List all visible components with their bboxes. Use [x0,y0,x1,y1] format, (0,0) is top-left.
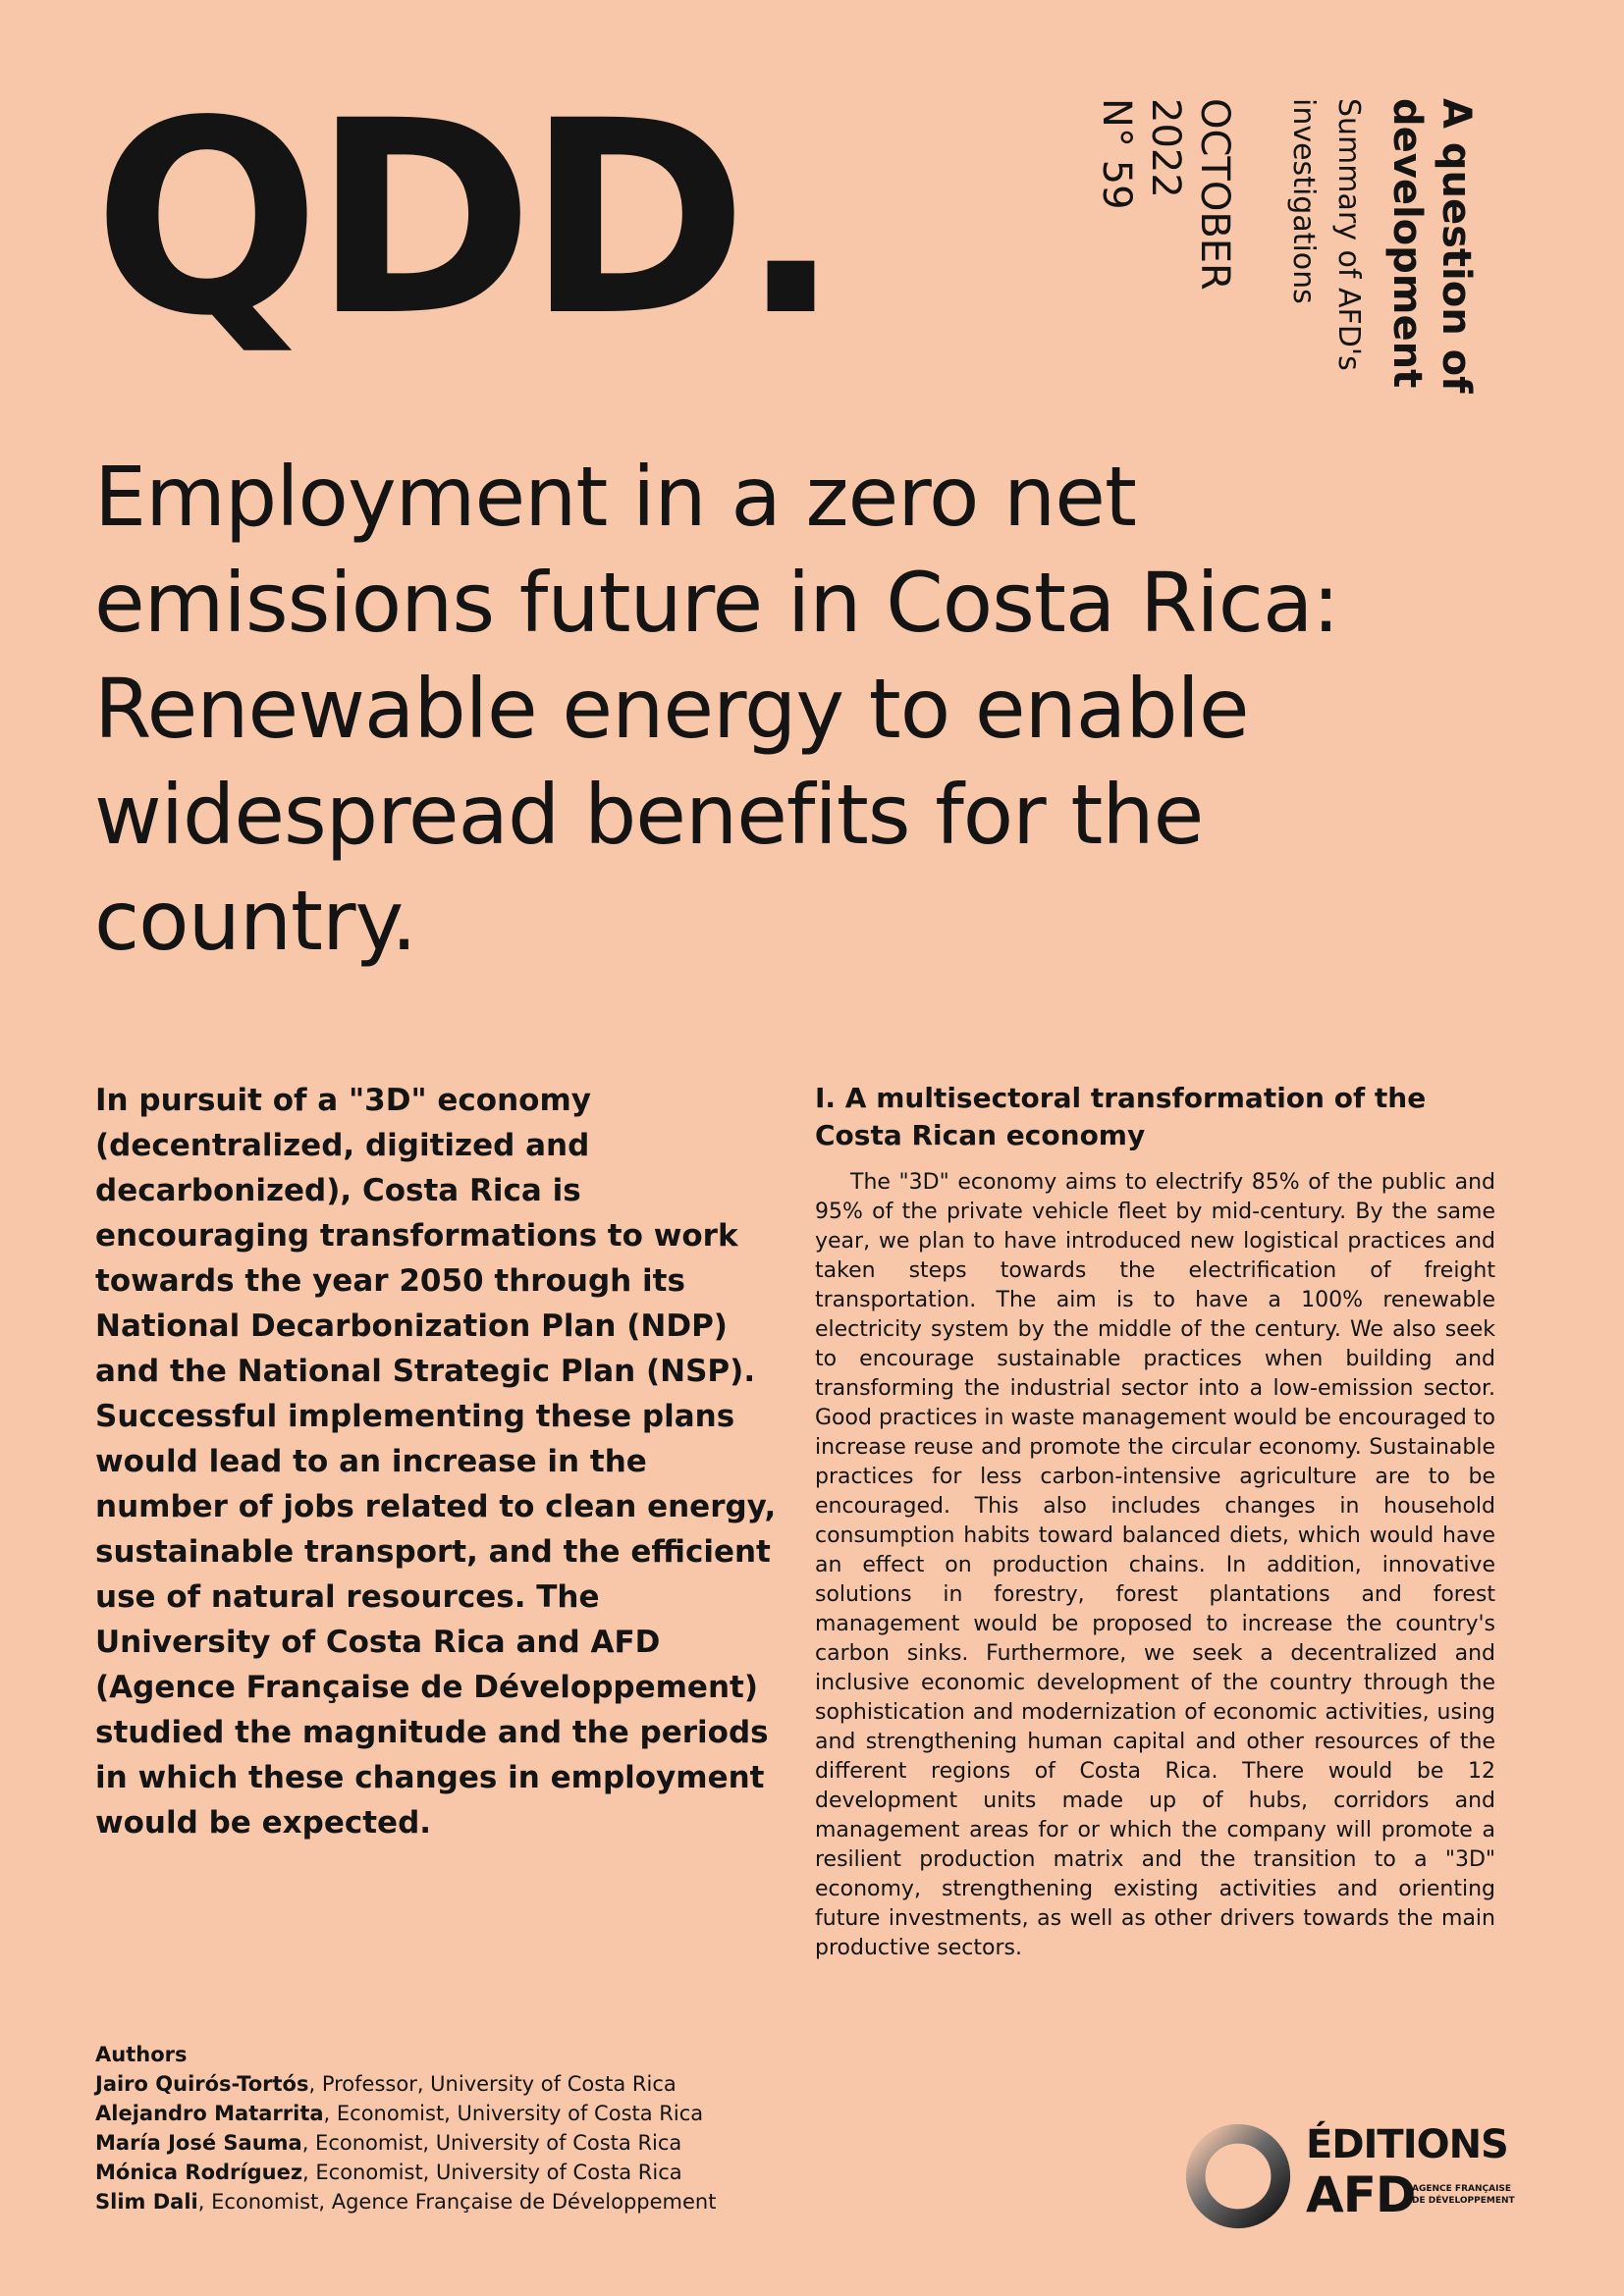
series-title-line1: A question of [1434,98,1479,394]
series-title-line2: development [1384,98,1430,389]
editions-subtitle-line1: AGENCE FRANÇAISE [1412,2184,1512,2194]
author-name: Slim Dali [95,2190,198,2214]
author-row [95,2069,841,2099]
author-role: , Professor, University of Costa Rica [308,2072,677,2096]
qdd-logo: QDD. [93,65,835,375]
author-name: Alejandro Matarrita [95,2102,324,2125]
author-row [95,2128,841,2158]
intro-summary: In pursuit of a "3D" economy (decentralized, digitized and decarbonized), Costa Rica is encouraging transformations to work towards the year 2050 through its National Decarbonization Plan (NDP) and the National Strategic Plan (NSP). Successful implementing these plans would lead to an increase in the number of jobs related to clean energy, sustainable transport, and the efficient use of natural resources. The University of Costa Rica and AFD (Agence Française de Développement) studied the magnitude and the periods in which these changes in employment would be expected. [95,1083,777,1841]
issue-month: OCTOBER [1192,98,1237,291]
series-summary [1280,98,1371,371]
author-role: , Economist, University of Costa Rica [323,2102,704,2125]
author-name: Jairo Quirós-Tortós [95,2072,309,2096]
section-heading: I. A multisectoral transformation of the Costa Rican economy [815,1082,1427,1151]
editions-subtitle-line2: DE DÉVELOPPEMENT [1412,2196,1515,2206]
author-row [95,2099,841,2128]
series-summary-line1: Summary of AFD's [1331,98,1366,371]
issue-info [1092,98,1239,291]
author-role: , Economist, University of Costa Rica [302,2161,682,2184]
editions-afd-word: AFD [1306,2166,1416,2223]
editions-ring-icon [1180,2118,1296,2234]
author-row [95,2187,841,2216]
author-row [95,2158,841,2187]
authors-title: Authors [95,2043,188,2066]
editions-subtitle [1412,2183,1520,2207]
editions-afd-logo [1180,2118,1514,2236]
document-title: Employment in a zero net emissions future in Costa Rica: Renewable energy to enable widespread benefits for the country. [94,449,1339,969]
authors-block [95,2040,841,2216]
author-name: Mónica Rodríguez [95,2161,303,2184]
author-role: , Economist, University of Costa Rica [301,2131,682,2155]
author-name: María José Sauma [95,2131,302,2155]
editions-word: ÉDITIONS [1306,2122,1508,2167]
section-body: The "3D" economy aims to electrify 85% of the public and 95% of the private vehicle fleet by mid-century. By the same year, we plan to have introduced new logistical practices and taken steps towards the electrification of freight transportation. The aim is to have a 100% renewable electricity system by the middle of the century. We also seek to encourage sustainable practices when building and transforming the industrial sector into a low-emission sector. Good practices in waste management would be encouraged to increase reuse and promote the circular economy. Sustainable practices for less carbon-intensive agriculture are to be encouraged. This also includes changes in household consumption habits toward balanced diets, which would have an effect on production chains. In addition, innovative solutions in forestry, forest plantations and forest management would be proposed to increase the country's carbon sinks. Furthermore, we seek a decentralized and inclusive economic development of the country through the sophistication and modernization of economic activities, using and strengthening human capital and other resources of the different regions of Costa Rica. There would be 12 development units made up of hubs, corridors and management areas for or which the company will promote a resilient production matrix and the transition to a "3D" economy, strengthening existing activities and orienting future investments, as well as other drivers towards the main productive sectors. [815,1170,1495,1960]
author-role: , Economist, Agence Française de Développement [197,2190,717,2214]
issue-year: 2022 [1143,98,1188,198]
series-title [1382,98,1481,394]
series-summary-line2: investigations [1286,98,1321,304]
issue-number: N° 59 [1094,98,1139,210]
